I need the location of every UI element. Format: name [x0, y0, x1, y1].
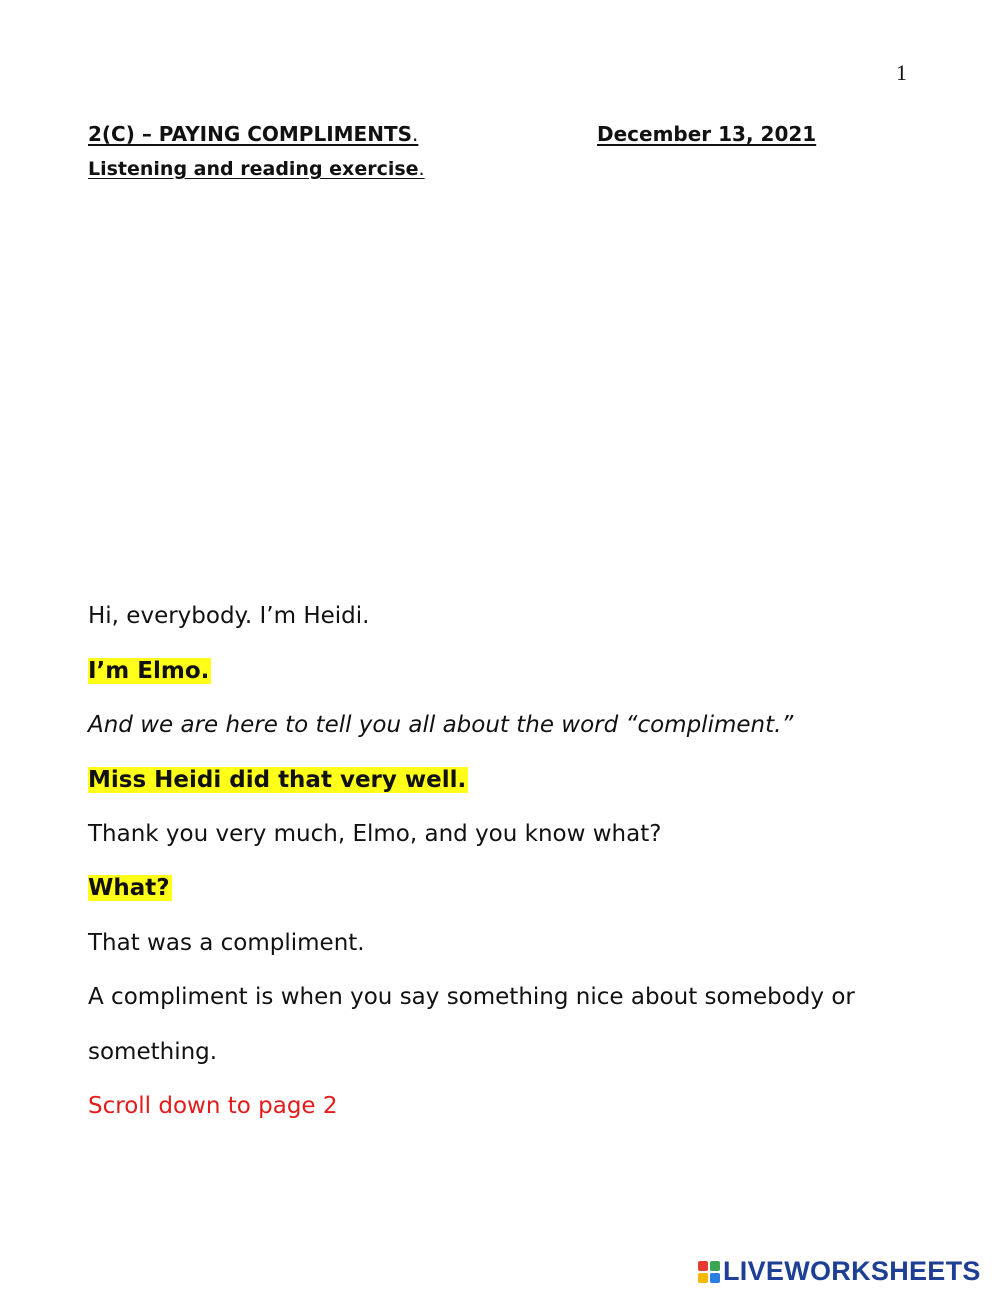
page-number: 1	[896, 60, 907, 85]
dialogue-line-thank-you: Thank you very much, Elmo, and you know what?	[88, 821, 662, 847]
dialogue-line-heidi-intro: Hi, everybody. I’m Heidi.	[88, 603, 370, 629]
worksheet-subtitle: Listening and reading exercise.	[88, 158, 425, 180]
scroll-instruction: Scroll down to page 2	[88, 1093, 338, 1119]
logo-block-blue	[710, 1273, 720, 1283]
liveworksheets-logo	[698, 1256, 981, 1287]
dialogue-line-elmo-what: What?	[88, 875, 170, 901]
liveworksheets-logo-icon	[698, 1261, 720, 1283]
worksheet-title: 2(C) – PAYING COMPLIMENTS.	[88, 122, 419, 146]
logo-text: LIVEWORKSHEETS	[723, 1256, 981, 1286]
logo-block-green	[710, 1261, 720, 1271]
dialogue-line-definition: A compliment is when you say something nice about somebody or	[88, 984, 855, 1010]
dialogue-line-purpose: And we are here to tell you all about the word “compliment.”	[88, 712, 794, 738]
dialogue-line-elmo-compliment: Miss Heidi did that very well.	[88, 767, 467, 793]
dialogue-line-that-was: That was a compliment.	[88, 930, 365, 956]
dialogue-line-definition-end: something.	[88, 1039, 218, 1065]
logo-block-red	[698, 1261, 708, 1271]
dialogue-line-elmo-intro: I’m Elmo.	[88, 658, 210, 684]
worksheet-date: December 13, 2021	[597, 122, 817, 146]
logo-block-yellow	[698, 1273, 708, 1283]
